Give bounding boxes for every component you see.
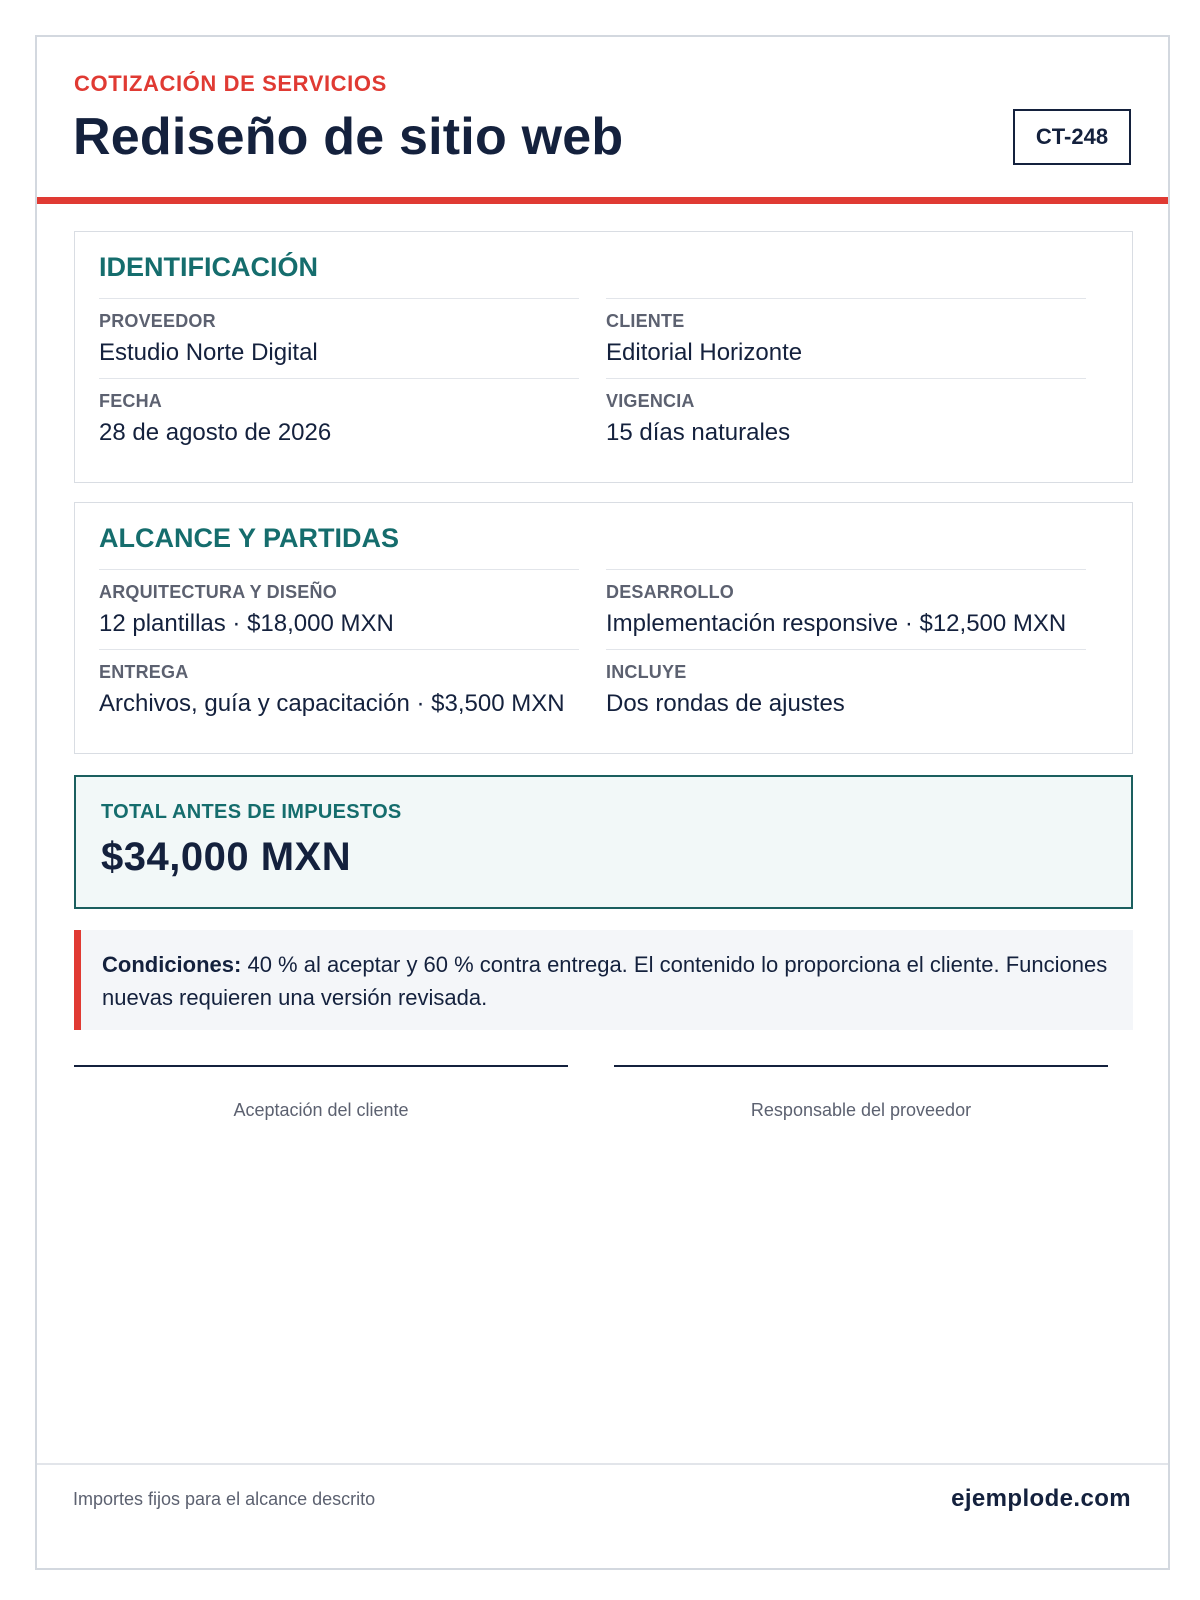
field-client (606, 298, 1086, 379)
client-signature-line (74, 1065, 568, 1067)
field-date (99, 378, 579, 459)
field-value: Archivos, guía y capacitación · $3,500 MXN (99, 690, 565, 717)
field-value: Implementación responsive · $12,500 MXN (606, 610, 1067, 637)
conditions-text: 40 % al aceptar y 60 % contra entrega. El contenido lo proporciona el cliente. Funciones nuevas requieren una versión revisada. (102, 952, 1108, 1010)
field-value: 12 plantillas · $18,000 MXN (99, 610, 394, 637)
client-signature-label: Aceptación del cliente (233, 1100, 409, 1120)
field-value: Estudio Norte Digital (99, 339, 318, 366)
total-label: TOTAL ANTES DE IMPUESTOS (101, 801, 402, 823)
document-title: Rediseño de sitio web (73, 108, 624, 166)
field-architecture-design (99, 569, 579, 650)
footer-divider (37, 1463, 1168, 1465)
field-label: ENTREGA (99, 662, 189, 682)
footer-note: Importes fijos para el alcance descrito (73, 1489, 376, 1509)
conditions-label: Condiciones: (102, 952, 242, 977)
quote-document (35, 35, 1170, 1570)
document-type-label: COTIZACIÓN DE SERVICIOS (74, 71, 387, 96)
document-header (37, 37, 1168, 202)
field-development (606, 569, 1086, 650)
scope-section (74, 502, 1133, 754)
conditions-note (74, 930, 1133, 1030)
field-value: Dos rondas de ajustes (606, 690, 845, 717)
total-box (74, 775, 1133, 909)
field-value: 28 de agosto de 2026 (99, 419, 332, 446)
identification-section (74, 231, 1133, 483)
field-provider (99, 298, 579, 379)
field-validity (606, 378, 1086, 459)
footer-brand: ejemplode.com (951, 1485, 1131, 1512)
quote-code-badge: CT-248 (1013, 109, 1131, 165)
provider-signature-label: Responsable del proveedor (750, 1100, 972, 1120)
field-includes (606, 649, 1086, 730)
field-label: DESARROLLO (606, 582, 734, 602)
section-title: ALCANCE Y PARTIDAS (99, 523, 400, 553)
field-value: Editorial Horizonte (606, 339, 803, 366)
field-label: INCLUYE (606, 662, 687, 682)
field-label: CLIENTE (606, 311, 685, 331)
field-label: VIGENCIA (606, 391, 695, 411)
field-value: 15 días naturales (606, 419, 791, 446)
field-label: FECHA (99, 391, 162, 411)
total-amount: $34,000 MXN (101, 835, 352, 879)
provider-signature-line (614, 1065, 1108, 1067)
header-divider (37, 197, 1168, 204)
field-delivery (99, 649, 579, 730)
field-label: PROVEEDOR (99, 311, 216, 331)
section-title: IDENTIFICACIÓN (99, 252, 318, 282)
field-label: ARQUITECTURA Y DISEÑO (99, 582, 337, 602)
